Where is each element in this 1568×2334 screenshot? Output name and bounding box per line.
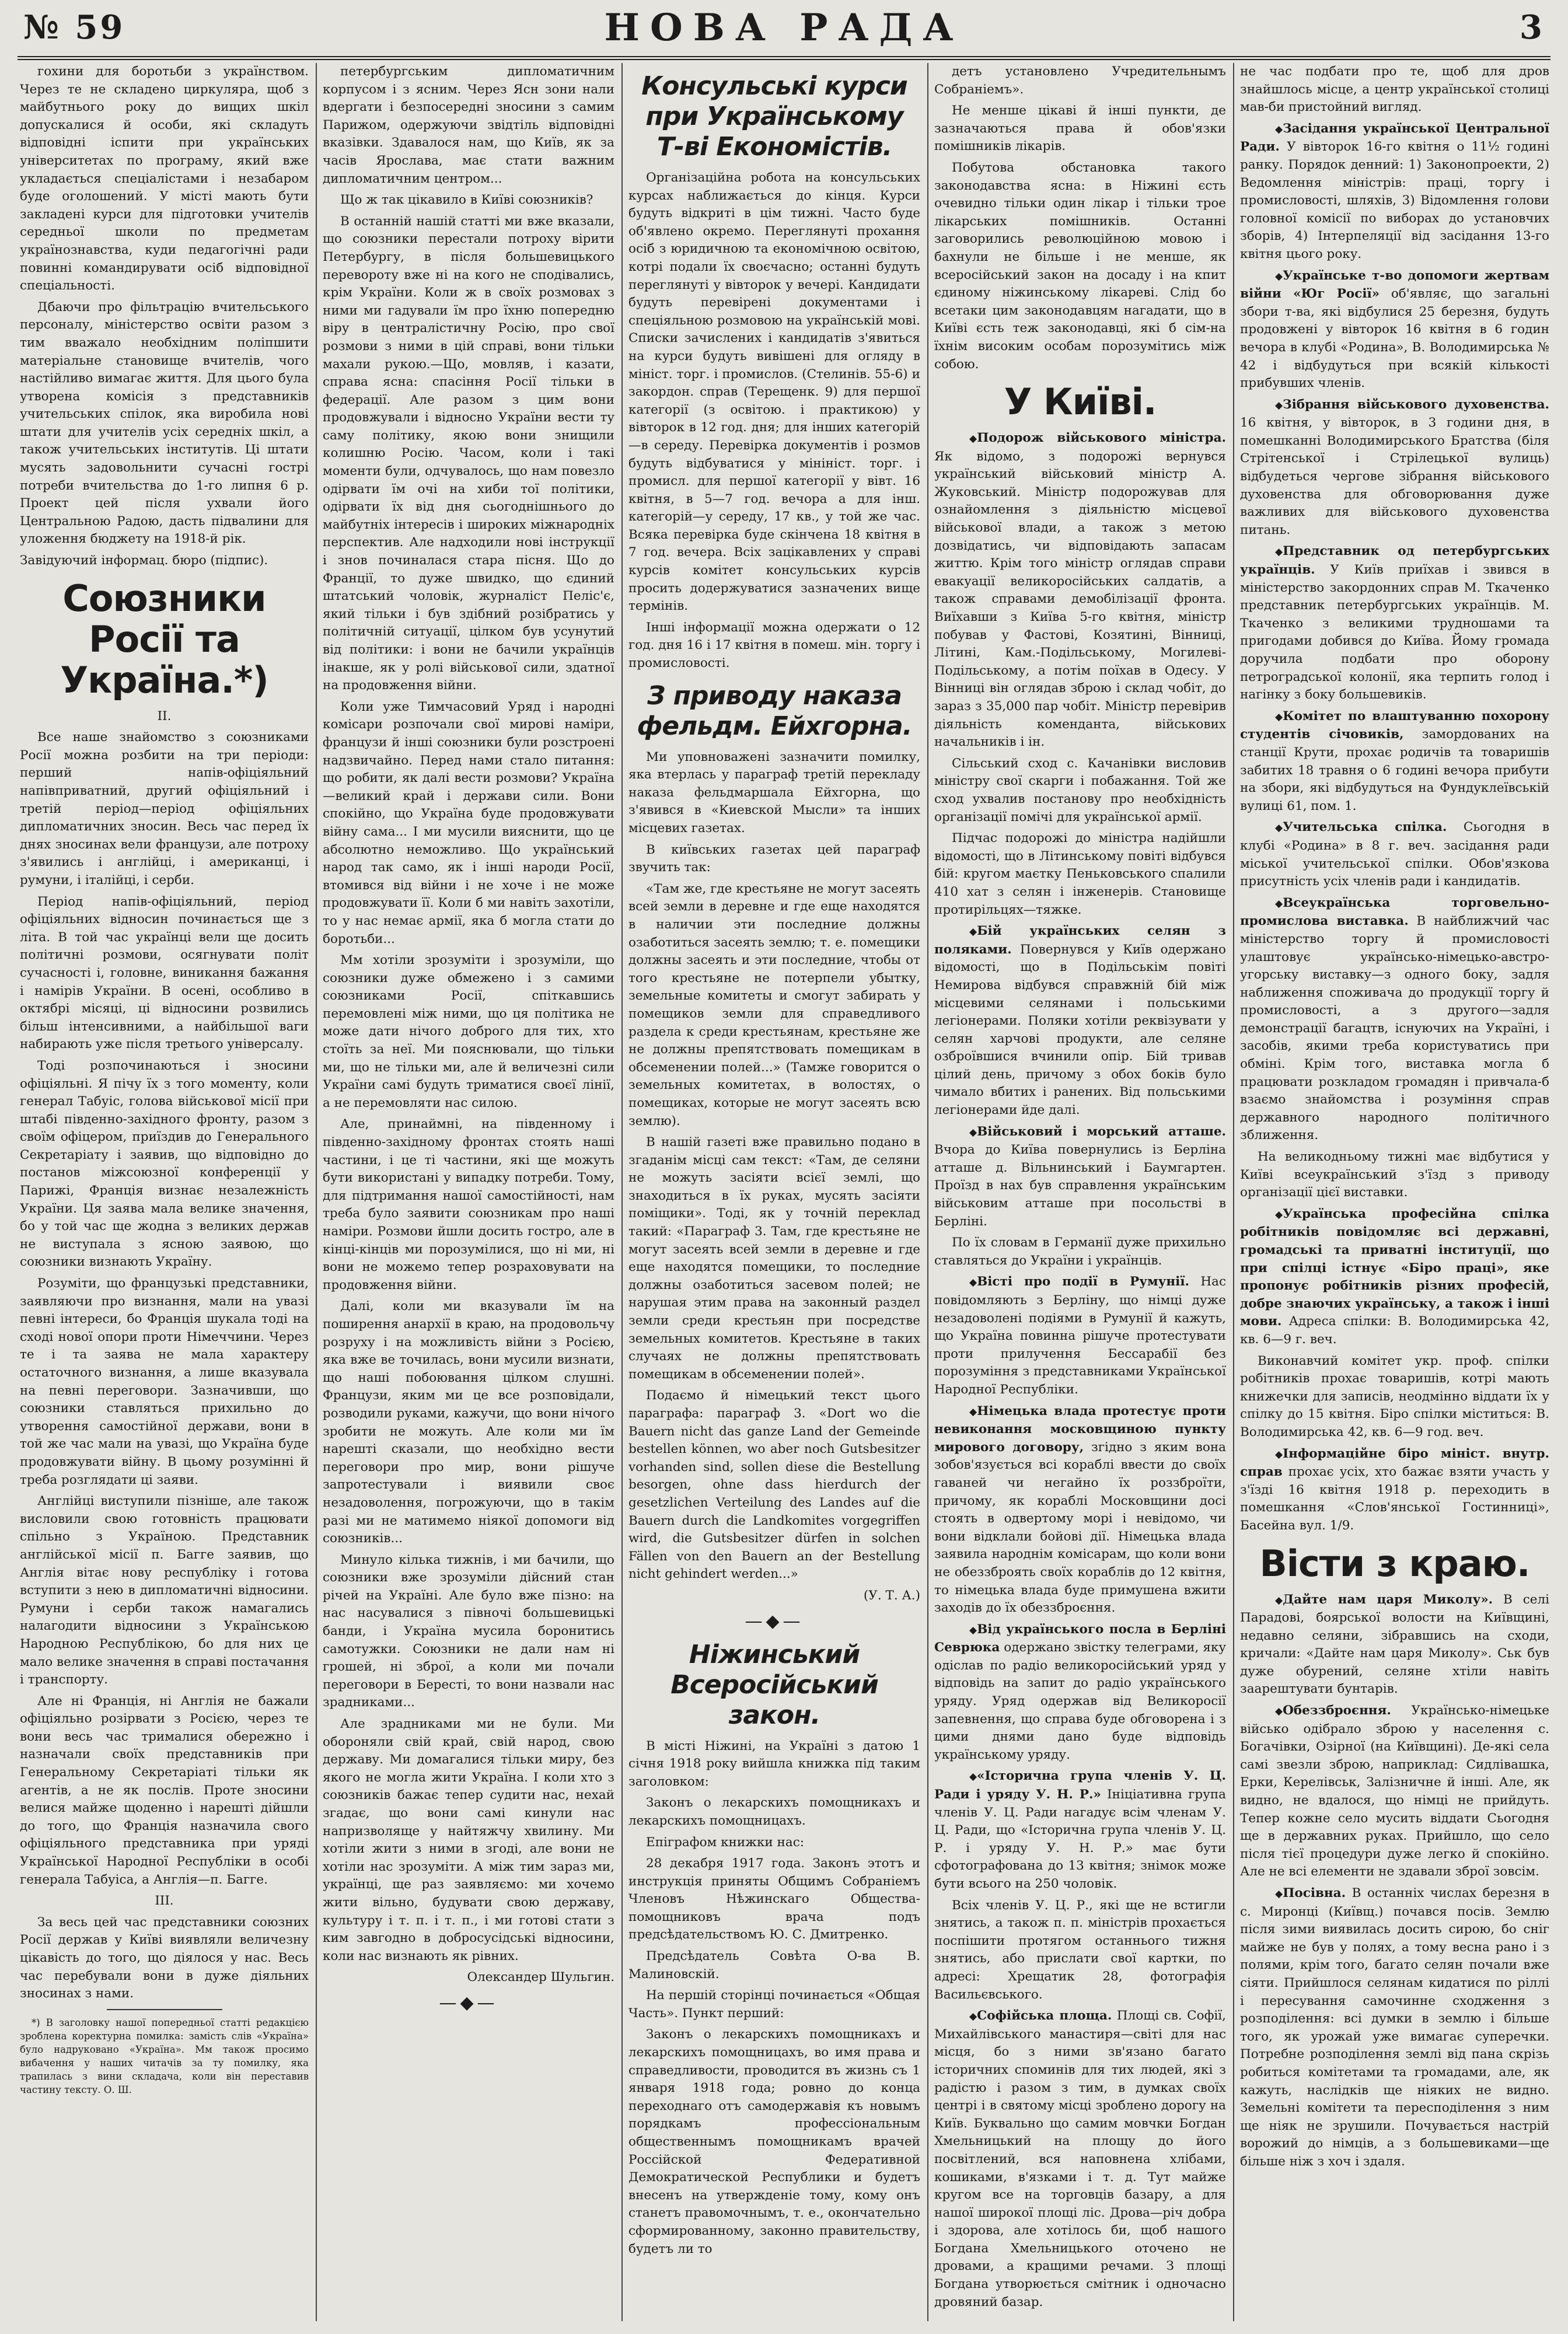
paragraph: Епіграфом книжки нас:	[646, 1835, 804, 1850]
news-item-text: Сільський сход с. Качанівки висловив міністру свої скарги і побажання. Той же сход ухвалив постанову про необхідність організації помічі для української армії.	[934, 756, 1226, 824]
paragraph: Все наше знайомство з союзниками Росії можна розбити на три періоди: перший напів-офіціяльний напівприватний, другий офіціяльний і третій період—період офіціяльних дипломатичних зносин. Весь час перед їх днях зносинах вели французи, але потроху з'явились і англійці, і американці, і румуни, і італійці, і серби.	[20, 730, 309, 888]
paragraph: В нашій газеті вже правильно подано в згаданім місці сам текст: «Там, де селяни не можуть засіяти всієї землі, що знаходиться в їх руках, мусять засіяти поміщики». Тоді, як у точній переклад такий: «Параграф 3. Там, где крестьяне не могут засеять всей земли в деревне и где еще находятся помещики, то последние должны озаботиться засевом полей; не нарушая этим права на законный раздел земли среди крестьян при посредстве земельных комитетов. Крестьяне в таких случаях не должны препятствовать помещикам в обсеменении полей».	[628, 1135, 920, 1382]
news-item-text: Як відомо, з подорожі вернувся український військовий міністр А. Жуковський. Міністр подорожував для ознайомлення з діяльністю місцевої військової влади, а також з метою дозвідатись, чи відповідають запасам життю. Крім того міністр оглядав справи евакуації великоросійських салдатів, а також справами демобілізації фронта. Виїхавши з Київа 5-го квітня, міністр побував у Фастові, Козятині, Вінниці, Літині, Кам.-Подільському, Могилеві-Подільському, а потім поїхав в Одесу. У Вінниці він оглядав зброю і склад чобіт, до зараз з 35,000 пар чобіт. Міністр перевірив діяльність коменданта, військових начальників і ін.	[934, 449, 1226, 750]
article-title-eichhorn: З приводу наказа фельдм. Ейхгорна.	[637, 680, 912, 741]
paragraph: Законъ о лекарскихъ помощникахъ и лекарскихъ помощницахъ.	[628, 1795, 920, 1828]
news-item-text: У вівторок 16-го квітня о 11½ годині ранку. Порядок денний: 1) Законопроекти, 2) Ведомлення міністрів: праці, торгу і промисловості, шляхів, 3) Відомлення голови головної комісії по виборах до установчих зборів, 4) Інтерпеляції від засідання 13-го квітня цього року.	[1240, 139, 1549, 261]
section-title-regional-news: Вісти з краю.	[1259, 1542, 1530, 1585]
news-item-text: замордованих на станції Крути, прохає родичів та товаришів забитих 18 травня о 6 годині вечора прибути на збори, які відбудуться на Фундуклеївській вулиці 61, пом. 1.	[1240, 727, 1549, 813]
section-title-kyiv: У Київі.	[1004, 380, 1157, 424]
ornament: —◆—	[439, 1992, 498, 2013]
paragraph: Побутова обстановка такого законодавства ясна: в Ніжині єсть очевидно тільки один лікар і тільки трое лікарських помішників. Останні заговорились революційною мовою і бахнули не більше і не менше, як всеросійський закон на досаду і на кпит єдиному ніжинському лікареві. Слід бо всетаки цим законодавцям нагадати, що в Київі єсть теж законодавці, які б сім-на їхнім високим особам порозумітись між собою.	[934, 160, 1226, 372]
news-item	[1240, 1702, 1549, 1881]
news-item	[934, 755, 1226, 826]
news-item-text: Всіх членів У. Ц. Р., які ще не встигли знятись, а також п. п. міністрів прохається поспішити протягом останнього тижня знятись, або прислати свої картки, по адресі: Хрещатик 28, фотографія Васильєвського.	[934, 1898, 1226, 2002]
news-item	[934, 1621, 1226, 1765]
diamond-bullet-icon: ◆	[969, 1771, 977, 1783]
paragraph: На першій сторінці починається «Общая Часть». Пункт перший:	[628, 1988, 920, 2021]
paragraph: гохини для боротьби з українством. Через те не складено циркуляра, щоб з майбутнього року до вищих шкіл допускалися й особи, які складуть відповідні іспити при українських університетах по програму, який вже укладається спеціалістами і незабаром буде оголошений. У місті мають бути закладені курси для підготовки учителів середньої школи по предметам українознавства, куди педагогічні ради повинні командирувати осіб відповідної спеціальності.	[20, 64, 309, 294]
article-part: II.	[157, 708, 172, 724]
news-item	[934, 1767, 1226, 1893]
ornament: —◆—	[745, 1610, 804, 1631]
diamond-bullet-icon: ◆	[969, 1126, 977, 1138]
paragraph: Період напів-офіціяльний, період офіціяльних відносин починається ще з літа. В той час українці вели ще досить політичні розмови, осягнувати політ сучасності і, головне, виникання бажання і намірів України. В осені, особливо в октябрі місяці, ці відносини розвились більш інтенсивними, а найбільшої ваги набирають уже після третього універсалу.	[20, 894, 309, 1052]
column-rule	[1233, 63, 1234, 2321]
news-item	[934, 830, 1226, 919]
diamond-bullet-icon: ◆	[1275, 399, 1283, 411]
news-item-lead: Обеззброєння.	[1283, 1703, 1391, 1718]
paragraph: Розуміти, що французькі представники, заявляючи про визнання, мали на увазі певні інтереси, бо Франція шукала тоді на сході нової опори проти Німеччини. Через те і та заява не мала характеру остаточного визнання, а лише вказувала на певні переговори. Зазначивши, що союзники ставляться прихильно до утворення самостійної держави, вони в той же час мали на увазі, що Україна буде продовжувати війну. В цьому розумінні й треба розглядати ці заяви.	[20, 1276, 309, 1487]
paragraph: Англійці виступили пізніше, але також висловили свою готовність працювати спільно з Україною. Представник англійської місії п. Багге заявив, що Англія вітає нову республіку і готова вступити з нею в дипломатичні відносини. Румуни і серби також намагались налагодити відносини з Українською Народною Республікою, бо для них це мало велике значення в справі постачання і транспорту.	[20, 1494, 309, 1687]
news-item-text: об'являє, що загальні збори т-ва, які відбулися 25 березня, будуть продовжені у вівторок 16 квітня в 6 годин вечора в клубі «Родина», В. Володимирська № 42 і відбудуться при всякій кількості прибувших членів.	[1240, 286, 1549, 391]
newspaper-title: НОВА РАДА	[604, 6, 964, 50]
news-item-text: В селі Парадові, боярської волости на Київщині, недавно селяни, зібравшись на сходи, кричали: «Дайте нам царя Миколу». Ськ був дуже обурений, селяне хтіли навіть заарештувати бунтарів.	[1240, 1592, 1549, 1697]
news-item	[1240, 1353, 1549, 1442]
news-item-lead: Софійська площа.	[977, 2008, 1112, 2024]
diamond-bullet-icon: ◆	[1275, 711, 1283, 723]
diamond-bullet-icon: ◆	[969, 2011, 977, 2023]
news-item	[1240, 1206, 1549, 1349]
announcements-list	[1240, 120, 1549, 1535]
column-rule	[927, 63, 928, 2321]
paragraph: Не менше цікаві й інші пункти, де зазначаються права й обов'язки помішників лікарів.	[934, 103, 1226, 154]
news-item-lead: «Історична група членів У. Ц. Ради і уряду У. Н. Р.»	[934, 1769, 1226, 1802]
news-item-lead: Засідання української Центральної Ради.	[1240, 121, 1549, 155]
news-item-lead: Українська професійна спілка робітників повідомляє всі державні, громадські та приватні інституції, що при спілці істнує «Біро праці», яке пропонує робітників різних професій, добре знаючих українську, а також і інші мови.	[1240, 1206, 1549, 1329]
news-item-lead: Українське т-во допомоги жертвам війни «Юг Росії»	[1240, 268, 1549, 302]
news-item	[1240, 120, 1549, 264]
news-item	[934, 429, 1226, 752]
news-item-text: Вчора до Київа повернулись із Берліна атташе д. Вільнинський і Баумгартен. Проїзд в нах був справлення українським військовим атташе при посольстві в Берліні.	[934, 1142, 1226, 1229]
diamond-bullet-icon: ◆	[969, 1277, 977, 1289]
agency-signature: (У. Т. А.)	[863, 1588, 920, 1603]
news-item	[934, 2007, 1226, 2311]
paragraph: Предсѣдатель Совѣта О-ва В. Малиновскій.	[628, 1949, 920, 1982]
diamond-bullet-icon: ◆	[1275, 270, 1283, 282]
diamond-bullet-icon: ◆	[1275, 822, 1283, 834]
article-consular-courses	[628, 169, 920, 673]
paragraph: Законъ о лекарскихъ помощникахъ и лекарскихъ помощницахъ, во имя права и справедливости, проводится въ жизнь съ 1 января 1918 года; ровно до конца переходнаго отъ самодержавія къ новымъ порядкамъ профессіональным общественнымъ помощникамъ врачей Россійской Федеративной Демократической Республики и будетъ внесенъ на утвержденіе тому, кому онъ станетъ правомочнымъ, т. е., окончательно сформированному, законно правительству, будетъ ли то	[628, 2027, 920, 2256]
diamond-bullet-icon: ◆	[1275, 1208, 1283, 1221]
paragraph: Організаційна робота на консульських курсах наближається до кінця. Курси будуть відкриті в цім тижні. Часто буде об'явлено окремо. Переглянуті прохання осіб з юридичною та економічною освітою, котрі подали їх своєчасно; останні будуть переглянуті у вівторок у вечері. Кандидати будуть перевірені документами і спеціяльною розмовою на українській мові. Списки зачислених і кандидатів з'явиться на курси будуть вивішені для огляду в мініст. торг. і промислов. (Стелинів. 55-6) и закордон. справ (Терещенк. 9) для першої категорії (з освітою. і практикою) у вівторок в 12 год. дня; для інших категорій—в середу. Перевірка документів і розмов будуть відбуватися у мінініст. торг. і промисл. для першої категорії у вівт. 16 квітня, в 5—7 год. вечора а для інш. категорій—у середу, 17 кв., у той же час. Всяка перевірка буде скінчена 18 квітня в 7 год. вечера. Всіх зацікавлених у справі курсів комітет консульських курсів просить додержуватися зазначених вище термінів.	[628, 170, 920, 614]
diamond-bullet-icon: ◆	[1275, 1594, 1283, 1606]
news-item	[1240, 895, 1549, 1145]
diamond-bullet-icon: ◆	[1275, 897, 1283, 910]
paragraph: Подаємо й німецький текст цього параграфа: параграф 3. «Dort wo die Bauern nicht das ganze Land der Gemeinde bestellen können, wo aber noch Gutsbesitzer vorhanden sind, sollen diese die Bestellung besorgen, ohne dass hierdurch der gesetzlichen Verteilung des Landes auf die Bauern durch die Landkomites vorgegriffen wird, die Gutsbesitzer dürfen in solchen Fällen von den Bauern an der Bestellung nicht gehindert werden...»	[628, 1388, 920, 1582]
footnote: *) В заголовку нашої попередньої статті редакцією зроблена коректурна помилка: замість слів «Україна» було надруковано «Україна». Мм також просимо вибачення у наших читачів за ту помилку, яка трапилась з вини складача, коли він переставив частину тексту. О. Ш.	[20, 2017, 309, 2095]
news-item-text: одержано звістку телеграми, яку одіслав по радіо великоросійський уряд у відповідь на запит до радіо українського уряду. Уряд одержав від Великоросії запевнення, що справа буде обговорена і з цими днями дано буде відповідь українському уряду.	[934, 1640, 1226, 1762]
article-allies-body	[20, 729, 309, 1889]
article-nizhyn-law-continued	[934, 63, 1226, 373]
article-eichhorn	[628, 749, 920, 1584]
issue-number: № 59	[23, 8, 125, 47]
news-item	[1240, 267, 1549, 393]
news-item-text: Адреса спілки: В. Володимирська 42, кв. 6—9 г. веч.	[1240, 1314, 1549, 1347]
paragraph: Але, принаймні, на південному і південно-західному фронтах стоять наші частини, і це ті частини, які ще можуть бути використані у випадку потреби. Тому, для підтримання нашої самостійності, нам треба було заявити союзникам про наші наміри. Розмови йшли досить гостро, але в кінці-кінців ми порозумілися, що ні ми, ні вони не можемо тепер розраховувати на продовження війни.	[323, 1117, 614, 1292]
news-item-text: прохає усіх, хто бажає взяти участь у з'їзді 16 квітня 1918 р. переходить в помешкання «Слов'янської Гостинниці», Басейна вул. 1/9.	[1240, 1465, 1549, 1533]
news-item	[1240, 1885, 1549, 2171]
news-item	[1240, 819, 1549, 890]
news-item-lead: Всеукраїнська торговельно-промислова виставка.	[1240, 895, 1549, 929]
article-part-3: III.	[155, 1893, 174, 1909]
column-rule	[621, 63, 623, 2321]
paragraph: В київських газетах цей параграф звучить так:	[628, 842, 920, 875]
news-item-lead: Учительська спілка.	[1283, 820, 1447, 835]
paragraph: Далі, коли ми вказували їм на поширення анархії в краю, на продовольчу розруху і на можливість війни з Росією, яка вже ве точилась, вони мусили визнати, що наші побоювання цілком слушні. Французи, яким ми це все розповідали, розводили руками, кажучи, що вони нічого зробити не можуть. Але коли ми їм нарешті сказали, що необхідно вести переговори про мир, вони рішуче запротестували і виявили своє незадоволення, погрожуючи, що в такім разі ми не матимемо ніякої допомоги від союзників...	[323, 1299, 614, 1546]
paragraph: Тоді розпочинаються і зносини офіціяльні. Я пічу їх з того моменту, коли генерал Табуіс, голова військової місії при штабі південно-західного фронту, разом з своїм офіцером, приїздив до Генерального Секретаріату і заявив, що відповідно до постанов міжсоюзної конференції у Парижі, Франція визнає незалежність України. Ця заява мала велике значення, бо у той час ще жодна з великих держав не виступала з ясною заявою, що союзники визнають Україну.	[20, 1058, 309, 1270]
article-title-nizhyn-law: Ніжинський Всеросійський закон.	[670, 1639, 878, 1730]
article-allies-continued	[323, 63, 614, 1965]
column-2	[323, 63, 614, 2327]
paragraph: Що ж так цікавило в Київі союзників?	[340, 193, 593, 208]
news-item	[934, 1123, 1226, 1231]
paragraph: В місті Ніжині, на Україні з датою 1 січня 1918 року вийшла книжка під таким заголовком:	[628, 1738, 920, 1789]
news-item	[934, 1403, 1226, 1617]
diamond-bullet-icon: ◆	[1275, 1888, 1283, 1900]
news-item-text: Сьогодня в клубі «Родина» в 8 г. веч. засідання ради міської учительської спілки. Обов'язкова присутність усіх членів ради і кандидатів.	[1240, 820, 1549, 889]
page-number: 3	[1520, 8, 1542, 47]
paragraph: Інші інформації можна одержати о 12 год. дня 16 і 17 квітня в помеш. мін. торгу і промисловості.	[628, 620, 920, 671]
paragraph: 28 декабря 1917 года. Законъ этотъ и инструкція приняты Общимъ Собраніемъ Членовъ Нѣжинскаго Общества-помощниковъ врача подъ предсѣдательствомъ Ю. С. Дмитренко.	[628, 1856, 920, 1942]
news-item-lead: Комітет по влаштуванню похорону студентів січовиків,	[1240, 708, 1549, 742]
ministry-report	[20, 63, 309, 548]
paragraph: Ми уповноважені зазначити помилку, яка втерлась у параграф третій перекладу наказа фельдмаршала Ейхгорна, що з'явився в «Киевской Мысли» та інших місцевих газетах.	[628, 749, 920, 836]
news-item	[934, 1273, 1226, 1399]
news-item	[1240, 396, 1549, 540]
news-item-text: Підчас подорожі до міністра надійшли відомості, що в Літинському повіті відбувся бій: кругом маєтку Пеньковського спалили 410 хат з селян і інженерів. Становище протирільцях—тяжке.	[934, 831, 1226, 917]
paragraph: детъ установлено Учредительнымъ Собраніемъ».	[934, 64, 1226, 97]
diamond-bullet-icon: ◆	[1275, 1448, 1283, 1461]
paragraph: Минуло кілька тижнів, і ми бачили, що союзники вже зрозуміли дійсний стан річей на Україні. Але було вже пізно: на нас насувалися з півночі большевицькі банди, і Україна мусила боронитись самотужки. Союзники не дали нам ні грошей, ні зброї, а коли ми почали переговори в Бересті, то вони назвали нас зрадниками...	[323, 1552, 614, 1710]
news-item-text: По їх словам в Германії дуже прихильно ставляться до України і українців.	[934, 1235, 1226, 1268]
paragraph: «Там же, где крестьяне не могут засеять всей земли в деревне и где еще находятся в наличии эти последние должны озаботиться засеять землю; т. е. помещики должны засеять и эти последние, чтобы от того крестьяне не потерпели убытку, земельные комитеты и смогут забирать у помещиков земли для справедливого раздела к среди крестьянам, крестьяне же не должны препятствовать помещикам в обсеменении полей...» (Тамже говорится о земельных комитетах, в волостях, о помещиках, которые не могут засеять всю землю).	[628, 881, 920, 1128]
news-item-lead: Вісті про події в Румунії.	[977, 1274, 1189, 1290]
article-title-allies: Союзники Росії та Україна.*)	[60, 576, 268, 701]
news-item	[934, 923, 1226, 1120]
diamond-bullet-icon: ◆	[969, 1624, 977, 1636]
news-item-text: Нас повідомляють з Берліну, що німці дуже незадоволені подіями в Румунії й кажуть, що Україна повинна рішуче протестувати проти прилучення Бессарабії без порозуміння з представниками Української Народної Республіки.	[934, 1274, 1226, 1397]
news-item-text: В найближчий час міністерство торгу й промисловості улаштовує українсько-німецько-австро-угорську виставку—з одного боку, задля наближення споживача до продукції торгу й промисловості, а з другого—задля демонстрації багацтв, існуючих на Україні, і засобів, якими треба користуватись при обміні. Крім того, виставка могла б працювати розкладом громадян і привчала-б взаємо знайомства і розуміння справ державного народного політичного зближення.	[1240, 914, 1549, 1143]
kyiv-news-list	[934, 429, 1226, 2311]
news-item	[1240, 543, 1549, 704]
article-part-3-text: За весь цей час представники союзних Росії держав у Київі виявляли величезну цікавість до того, що діялося у нас. Весь час перебували вони в дуже діяльних зносинах з нами.	[20, 1914, 309, 2001]
paragraph: Коли уже Тимчасовий Уряд і народні комісари розпочали свої мирові наміри, французи й інші союзники були розстроені надзвичайно. Перед нами стало питання: що робити, як далі вести розмови? Україна—великий край і держави сили. Вони спокійно, що Україна буде продовжувати війну сама... І ми мусили вияснити, що це абсолютно неможливо. Що український народ так само, як і інші народи Росії, втомився від війни і не хоче і не може продовжувати її. Коли б ми навіть захотіли, то у нас немає армії, яка б могла стати до боротьби...	[323, 699, 614, 946]
news-item	[1240, 1591, 1549, 1699]
paragraph: Мм хотіли зрозуміти і зрозуміли, що союзники дуже обмежено і з самими союзниками Росії, спіткавшись перемовлені між ними, що ця політика не може дати нічого доброго для тих, хто стоїть за неї. Ми пояснювали, що тільки ми, що не тільки ми, але й величезні сили України самі будуть триматися своєї лінії, а не перемовляти нас силою.	[323, 953, 614, 1110]
news-item-text: Ініціативна група членів У. Ц. Ради нагадує всім членам У. Ц. Ради, що «Історична група членів У. Ц. Р. і уряду У. Н. Р.» має бути сфотографована до 13 квітня; знімок може бути всього на 250 чоловік.	[934, 1787, 1226, 1891]
column-5	[1240, 63, 1549, 2327]
diamond-bullet-icon: ◆	[969, 433, 977, 445]
paragraph: В останній нашій статті ми вже вказали, що союзники перестали потроху вірити Петербургу, в після большевицького перевороту вже ні на кого не сподівались, крім України. Коли ж в своїх розмовах з ними ми гадували їм про їхню попередню віру в централістичну Росію, про свої розмови з ними в цій справі, вони тільки махали рукою.—Що, мовляв, і казати, справа ясна: спасіння Росії тільки в федерації. Але разом з цим вони продовжували і відносно України вести ту саму політику, якою вони знищили колишню Росію. Часом, коли і такі моменти були, одчувалось, що нам повезло одірвати їм очі на хиби тої політики, одірвати їх від дня сьогоднішнього до майбутніх інтересів і широких міжнародніх перспектив. Але надходили нові інструкції і знов починалася стара пісня. Що до Франції, то дуже швидко, що єдиний штатський чоловік, журналіст Пеліс'є, який тільки і був здібний розібратись у політичній ситуації, цілком був усунутий від політики: і вони не бачили українців інакше, як у ролі військової сили, здатної на продовження війни.	[323, 214, 614, 693]
column-rule	[316, 63, 317, 2321]
news-item-lead: Інформаційне біро мініст. внутр. справ	[1240, 1446, 1549, 1480]
author-signature: Олександер Шульгин.	[467, 1970, 614, 1985]
paragraph: петербургським дипломатичним корпусом і з ясним. Через Ясн зони нали вдергати і безпосередні зносини з самим Парижом, одержуючи звідтіль відповідні вказівки. Здавалося нам, що Київ, як за часів Ярослава, має стати важним дипломатичним центром...	[323, 64, 614, 186]
news-item-lead: Зібрання військового духовенства.	[1283, 397, 1549, 412]
footnote-rule	[107, 2009, 222, 2010]
news-item-text: 16 квітня, у вівторок, в 3 години дня, в помешканні Володимирського Братства (біля Стрітенської і Стрілецької вулиць) відбудеться чергове зібрання військового духовенства для обговорювання дуже важливих для військового духовенства питань.	[1240, 415, 1549, 537]
news-item-lead: Посівна.	[1283, 1886, 1346, 1900]
paragraph: Але зрадниками ми не були. Ми обороняли свій край, свій народ, свою державу. Ми домагалися тільки миру, без якого не могла жити Україна. І коли хто з союзників бажає тепер судити нас, нехай згадає, що вони самі кинули нас напризволяще у найтяжчу хвилину. Ми хотіли жити з ними в згоді, але вони не хотіли нас зрозуміти. А між тим зараз ми, українці, ще раз заявляємо: ми хочемо жити вільно, будувати свою державу, культуру і т. п. і т. п., і ми готові стати з ким завгодно в добросусідські відносини, коли нас визнають як рівних.	[323, 1717, 614, 1963]
diamond-bullet-icon: ◆	[1275, 123, 1283, 135]
news-item	[934, 1234, 1226, 1270]
news-item-text: Площі св. Софії, Михайлівського манастиря—світі для нас місця, бо з ними зв'язано багато історичних споминів для тих людей, які з радістю і разом з тим, в думках своїх центрі і в святому місці зроблено дорогу на Київ. Буквально що самим мовчки Богдан Хмельницький на площу до його посвітлений, вся наповнена хлібами, кошиками, в'язками і т. д. Тут майже кругом все на торговців базару, а для нашої широкої площі ліс. Дрова—річ добра і здорова, але хотілось би, щоб нашого Богдана Хмельницького оточено не дровами, а кращими речами. З площі Богдана утворюється смітник і одночасно дровяний базар.	[934, 2008, 1226, 2309]
paragraph: Але ні Франція, ні Англія не бажали офіціяльно розірвати з Росією, через те вони весь час трималися обережно і назначали своїх представників при Генеральному Секретаріаті тільки як агентів, а не як послів. Проте зносини велися майже щоденно і нарешті дійшли до того, що Франція назначила свого офіціяльного представника при уряді Української Народної Республіки в особі генерала Табуіса, а Англія—п. Багге.	[20, 1693, 309, 1887]
column-4	[934, 63, 1226, 2327]
article-nizhyn-law	[628, 1738, 920, 2259]
bureau-signature: Завідуючий інформац. бюро (підпис).	[20, 553, 268, 568]
news-item-lead: Подорож військового міністра.	[977, 431, 1226, 446]
news-item	[1240, 1445, 1549, 1535]
diamond-bullet-icon: ◆	[969, 1406, 977, 1418]
news-item-lead: Представник од петербургських українців.	[1240, 544, 1549, 578]
news-item-lead: Дайте нам царя Миколу».	[1283, 1592, 1493, 1607]
column-3	[628, 63, 920, 2327]
masthead	[18, 0, 1550, 60]
article-title-consular-courses: Консульські курси при Українському Т-ві Економістів.	[641, 71, 907, 162]
news-item-text: Виконавчий комітет укр. проф. спілки робітників прохає товаришів, котрі мають книжечки для записів, неодмінно віддати їх у спілку до 15 квітня. Біро спілки міститься: В. Володимирська 42, кв. 6—9 год. веч.	[1240, 1353, 1549, 1439]
news-item	[934, 1897, 1226, 2004]
diamond-bullet-icon: ◆	[1275, 546, 1283, 558]
news-item-text: згідно з яким вона зобов'язується всі кораблі ввести до своїх гаваней чи негайно їх роззброїти, причому, як кораблі Московщини досі стоять в одвертому морі і невідомо, чи вони відклали бойові дії. Німецька влада заявила народнім комісарам, що коли вони не обеззброять своїх кораблів до 12 квітня, то німецька влада буде примушена вжити заходів до їх обеззброєння.	[934, 1439, 1226, 1616]
kyiv-news-continued: не час подбати про те, щоб для дров знайшлось місце, а центр української столиці мав-би пристойний вигляд.	[1240, 64, 1549, 115]
diamond-bullet-icon: ◆	[1275, 1706, 1283, 1718]
news-item-text: На великодньому тижні має відбутися у Київі всеукраїнський з'їзд з приводу організації цієї виставки.	[1240, 1149, 1549, 1200]
news-item-text: В останніх числах березня в с. Миронці (Київщ.) почався посів. Землю після зими виявилась досить сирою, бо сніг майже не був у полях, а тому весна рано і з полями, крім того, багато селян почали вже сіяти. Прийшлося селянам кидатися по ріллі і пересування самочинне сходження з розподілення: всі думки в землю і більше того, як урожай уже вимагає суперечки. Потребне розподілення землі від пана скрізь робиться комітетами та громадами, але, як кажуть, наслідків ще ніяких не видно. Земельні комітети та пересподілення з ним ще ніяк не зрушили. Почувається настрій ворожий до німців, а з большевиками—ще більше ніж з хоч і здаля.	[1240, 1886, 1549, 2169]
regional-news-list	[1240, 1591, 1549, 2171]
news-item-lead: Від українського посла в Берліні Севрюка	[934, 1622, 1226, 1655]
news-item-lead: Військовий і морський атташе.	[977, 1124, 1226, 1139]
paragraph: Дбаючи про фільтрацію вчительського персоналу, міністерство освіти разом з тим вважало необхідним поліпшити матеріальне становище вчителів, чого настійливо вимагає життя. Для цього була утворена комісія з представників учительських спілок, яка виробила нові штати для учителів усіх середніх шкіл, а також учительських інститутів. Ці штати мусять задовольнити сучасні гострі потреби вчительства до 1-го липня 6 р. Проект цей після ухвали його Центральною Радою, дасть підвалини для уложення бюджету на 1918-й рік.	[20, 299, 309, 547]
news-item-lead: Німецька влада протестує проти невиконання московщиною пункту мирового договору,	[934, 1403, 1226, 1455]
news-item	[1240, 708, 1549, 816]
news-item-text: Українсько-німецьке військо одібрало зброю у населення с. Богачівки, Озірної (на Київщині). Де-які села самі звезли зброю, наприклад: Сидлівашка, Ерки, Керелівськ, Залізничне й інші. Але, як видно, не вдалося, що німці не прийдуть. Тепер кожне село мусить віддати Сьогодня ще в державних руках. Прийшло, що село після тієї процедури дуже легко й спокійно. Але не всі елементи не здавали зброї зовсім.	[1240, 1703, 1549, 1879]
news-item-text: Повернувся у Київ одержано відомості, що в Подільськім повіті Немирова відбувся справжній бій між місцевими селянами і польськими легіонерами. Поляки хотіли реквізувати у селян харчові продукти, але селяне озброївшися вчинили опір. Бій тривав цілий день, причому з обох боків було чимало вбитих і ранених. Від польськими легіонерами йде далі.	[934, 942, 1226, 1118]
news-item	[1240, 1148, 1549, 1202]
news-item-lead: Бій українських селян з поляками.	[934, 924, 1226, 957]
news-item-text: У Київ приїхав і звився в міністерство закордонних справ М. Ткаченко представник петербургських українців. М. Ткаченко з великими трудношами та пригодами добився до Київа. Йому громада доручила подбати про оборону петроградської колонії, яка терпить голод і нагінку з боку большевиків.	[1240, 562, 1549, 703]
diamond-bullet-icon: ◆	[969, 926, 977, 938]
column-1	[20, 63, 309, 2327]
